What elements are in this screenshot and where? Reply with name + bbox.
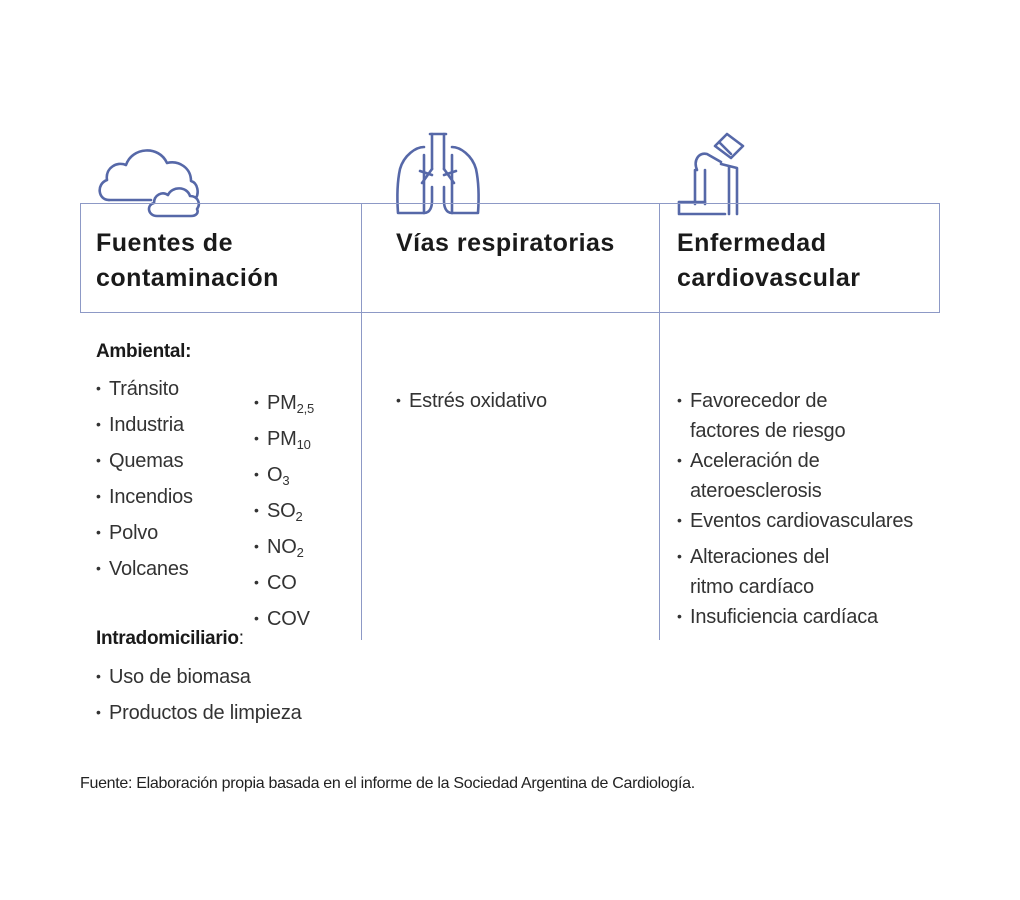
header-right-border <box>939 203 940 313</box>
cloud-icon <box>95 143 201 219</box>
list-item: • Industria <box>96 414 184 436</box>
list-item: • Eventos cardiovasculares <box>677 510 914 532</box>
pollutant-item: • COV <box>254 608 310 630</box>
list-item: • Uso de biomasa <box>96 666 251 688</box>
pollutant-item: • CO <box>254 572 297 594</box>
list-item: • Polvo <box>96 522 159 544</box>
header-top-border <box>80 203 940 204</box>
header-left-border <box>80 203 81 313</box>
lungs-icon <box>394 131 482 217</box>
column-divider-2 <box>659 203 660 640</box>
intradomiciliario-label: Intradomiciliario: <box>96 628 244 649</box>
heading-fuentes: Fuentes de contaminación <box>96 229 279 292</box>
pollutant-item: • $O_3$ <box>254 464 290 488</box>
pollutant-item: • $PM_{2,5}$ <box>254 392 315 416</box>
heading-vias: Vías respiratorias <box>396 229 615 257</box>
heart-patient-icon <box>675 130 751 218</box>
list-item: • Incendios <box>96 486 193 508</box>
list-item: • Tránsito <box>96 378 179 400</box>
list-item: • Quemas <box>96 450 184 472</box>
list-item: • Estrés oxidativo <box>396 390 547 412</box>
list-item: • Productos de limpieza <box>96 702 302 724</box>
list-item: • Alteraciones del ritmo cardíaco <box>677 546 830 598</box>
pollutant-item: • $NO_2$ <box>254 536 304 560</box>
ambiental-label: Ambiental: <box>96 341 192 362</box>
list-item: • Volcanes <box>96 558 189 580</box>
pollutant-item: • $SO_2$ <box>254 500 303 524</box>
list-item: • Insuficiencia cardíaca <box>677 606 878 628</box>
list-item: • Aceleración de ateroesclerosis <box>677 450 822 502</box>
list-item: • Favorecedor de factores de riesgo <box>677 390 846 442</box>
column-divider-1 <box>361 203 362 640</box>
header-bottom-border <box>80 312 940 313</box>
source-note: Fuente: Elaboración propia basada en el informe de la Sociedad Argentina de Cardiología. <box>80 775 695 792</box>
heading-enfermedad: Enfermedad cardiovascular <box>677 229 861 292</box>
pollutant-item: • $PM_{10}$ <box>254 428 311 452</box>
